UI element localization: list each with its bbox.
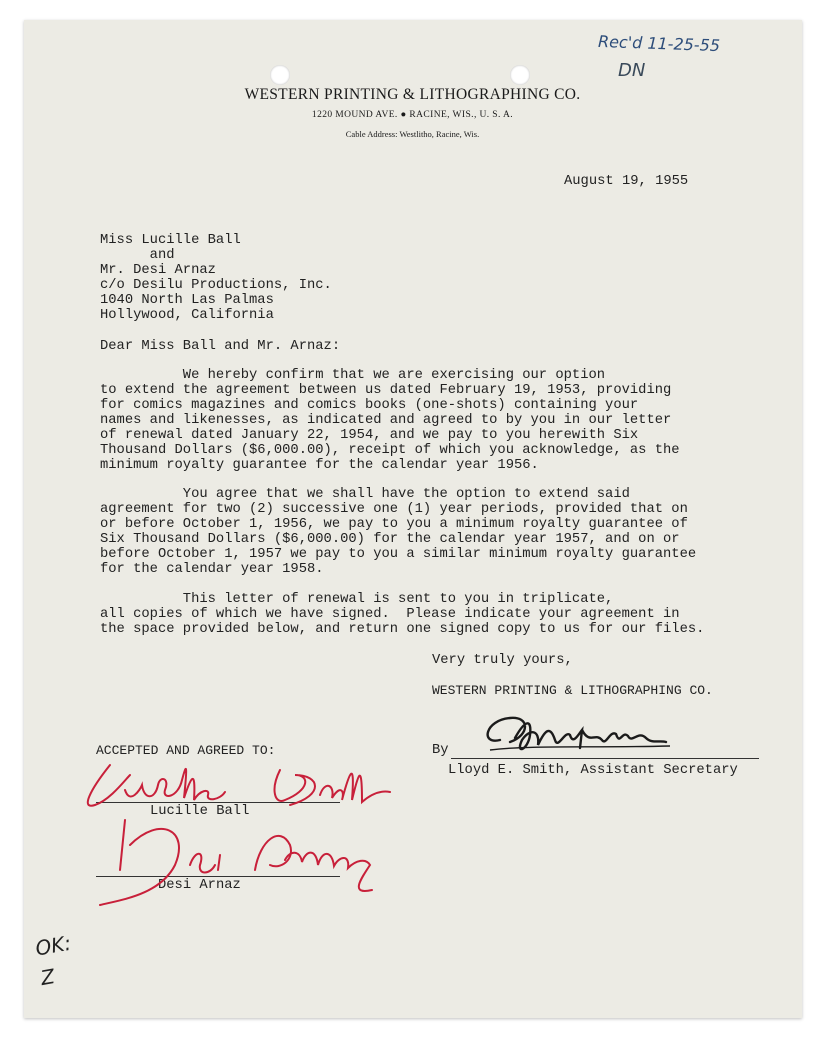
company-signature (470, 700, 690, 780)
recipient-line: Mr. Desi Arnaz (100, 263, 216, 278)
margin-note: OK: Z (33, 929, 80, 991)
recipient-line: Miss Lucille Ball (100, 233, 241, 248)
acceptance-signer-1: Lucille Ball (150, 804, 250, 819)
desi-arnaz-signature (80, 810, 400, 920)
letterhead-city: RACINE, WIS., U. S. A. (409, 110, 514, 120)
punch-hole-right (510, 65, 530, 85)
recipient-line: 1040 North Las Palmas (100, 293, 274, 308)
body-line: all copies of which we have signed. Please indicate your agreement in (100, 607, 680, 622)
letter-date: August 19, 1955 (564, 174, 689, 189)
closing-company: WESTERN PRINTING & LITHOGRAPHING CO. (432, 683, 713, 698)
letterhead-cable: Cable Address: Westlitho, Racine, Wis. (345, 129, 480, 139)
punch-hole-left (270, 65, 290, 85)
body-line: agreement for two (2) successive one (1) year periods, provided that on (100, 502, 688, 517)
body-line: names and likenesses, as indicated and agreed to by you in our letter (100, 413, 672, 428)
body-line: You agree that we shall have the option to extend said (100, 487, 630, 502)
recipient-line: c/o Desilu Productions, Inc. (100, 278, 332, 293)
received-initials: DN (618, 60, 646, 81)
body-line: to extend the agreement between us dated February 19, 1953, providing (100, 383, 672, 398)
body-line: minimum royalty guarantee for the calendar year 1956. (100, 458, 539, 473)
recipient-line: and (100, 248, 175, 263)
letterhead-company: WESTERN PRINTING & LITHOGRAPHING CO. (244, 86, 581, 103)
valediction: Very truly yours, (432, 653, 573, 668)
body-line: for the calendar year 1958. (100, 562, 324, 577)
salutation: Dear Miss Ball and Mr. Arnaz: (100, 339, 341, 354)
bullet-separator: ● (400, 110, 410, 120)
acceptance-heading: ACCEPTED AND AGREED TO: (96, 743, 276, 758)
by-label: By (432, 743, 449, 758)
body-line: for comics magazines and comics books (one-shots) containing your (100, 398, 639, 413)
company-signer-name: Lloyd E. Smith, Assistant Secretary (448, 763, 738, 778)
body-line: Thousand Dollars ($6,000.00), receipt of which you acknowledge, as the (100, 443, 680, 458)
body-line: the space provided below, and return one signed copy to us for our files. (100, 622, 705, 637)
body-line: of renewal dated January 22, 1954, and we pay to you herewith Six (100, 428, 639, 443)
body-line: This letter of renewal is sent to you in triplicate, (100, 592, 614, 607)
received-note: Rec'd 11-25-55 (597, 31, 721, 56)
acceptance-signer-2: Desi Arnaz (158, 878, 241, 893)
letterhead-address (0, 110, 825, 120)
letterhead-street: 1220 MOUND AVE. (311, 110, 398, 120)
body-line: before October 1, 1957 we pay to you a similar minimum royalty guarantee (100, 547, 697, 562)
recipient-line: Hollywood, California (100, 308, 274, 323)
body-line: Six Thousand Dollars ($6,000.00) for the calendar year 1957, and on or (100, 532, 680, 547)
body-line: We hereby confirm that we are exercising our option (100, 368, 606, 383)
body-line: or before October 1, 1956, we pay to you a minimum royalty guarantee of (100, 517, 688, 532)
